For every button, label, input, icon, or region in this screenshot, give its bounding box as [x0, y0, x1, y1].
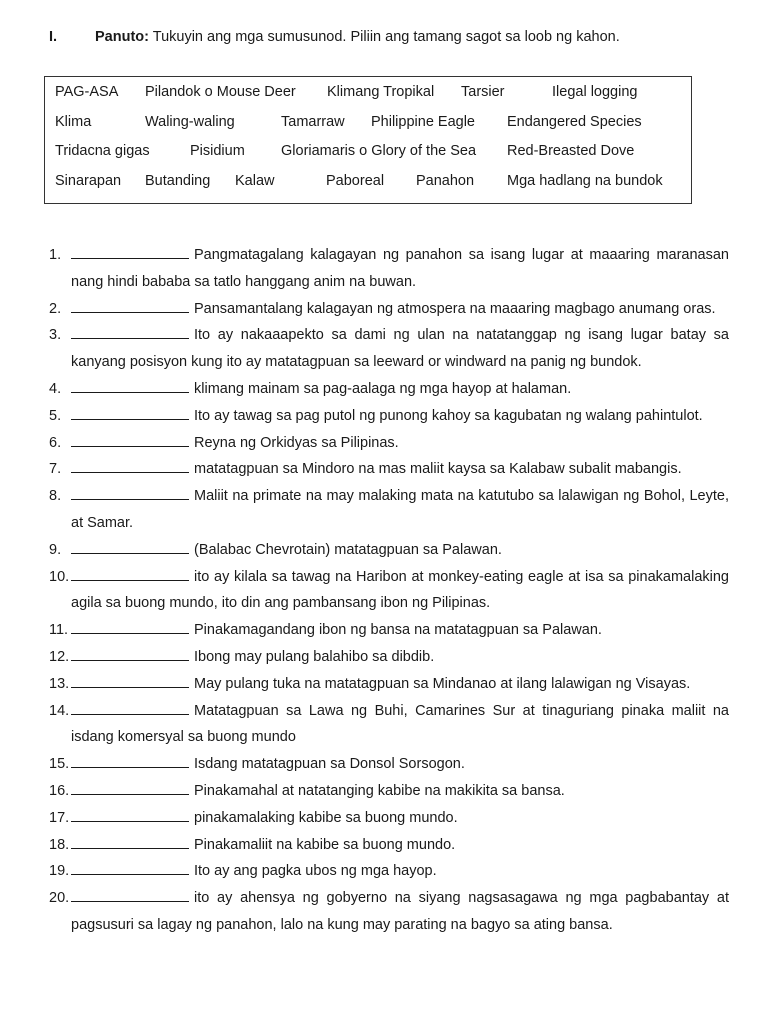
question-number: 13.: [49, 675, 70, 692]
answer-blank[interactable]: [71, 458, 189, 473]
question-item: [49, 751, 729, 778]
question-item: [49, 483, 729, 537]
word-bank-item: Ilegal logging: [552, 84, 638, 100]
instructions-label: Panuto:: [95, 29, 149, 45]
question-text: Ito ay nakaaapekto sa dami ng ulan na natatanggap ng isang lugar batay sa kanyang posisyon kung ito ay matatagpuan sa leeward or windward na panig ng bundok.: [71, 327, 729, 371]
word-bank-box: [44, 76, 692, 204]
answer-blank[interactable]: [71, 860, 189, 875]
question-text: May pulang tuka na matatagpuan sa Mindanao at ilang lalawigan ng Visayas.: [194, 675, 691, 692]
answer-blank[interactable]: [71, 646, 189, 661]
question-item: [49, 644, 729, 671]
answer-blank[interactable]: [71, 539, 189, 554]
question-number: 2.: [49, 300, 62, 317]
question-text: matatagpuan sa Mindoro na mas maliit kaysa sa Kalabaw subalit mabangis.: [194, 461, 682, 478]
question-number: 9.: [49, 541, 62, 558]
question-number: 17.: [49, 809, 70, 826]
answer-blank[interactable]: [71, 566, 189, 581]
word-bank-row: [45, 141, 691, 161]
word-bank-item: Tarsier: [461, 84, 505, 100]
question-text: ito ay kilala sa tawag na Haribon at monkey-eating eagle at isa sa pinakamalaking agila sa buong mundo, ito din ang pambansang ibon ng Pilipinas.: [71, 568, 729, 612]
question-text: ito ay ahensya ng gobyerno na siyang nagsasagawa ng mga pagbabantay at pagsusuri sa lagay ng panahon, lalo na kung may parating na bagyo sa ating bansa.: [71, 890, 729, 933]
question-item: [49, 456, 729, 483]
question-item: [49, 617, 729, 644]
question-number: 5.: [49, 407, 62, 424]
question-item: [49, 296, 729, 323]
question-text: Matatagpuan sa Lawa ng Buhi, Camarines Sur at tinaguriang pinaka maliit na isdang komersyal sa buong mundo: [71, 702, 729, 746]
word-bank-item: Sinarapan: [55, 173, 122, 189]
question-number: 7.: [49, 461, 62, 478]
question-number: 6.: [49, 434, 62, 451]
answer-blank[interactable]: [71, 619, 189, 634]
word-bank-item: Tamarraw: [281, 114, 345, 130]
question-item: [49, 805, 729, 832]
question-item: [49, 671, 729, 698]
word-bank-item: Klimang Tropikal: [327, 84, 435, 100]
question-text: pinakamalaking kabibe sa buong mundo.: [194, 809, 458, 826]
answer-blank[interactable]: [71, 807, 189, 822]
word-bank-item: Paboreal: [326, 173, 385, 189]
answer-blank[interactable]: [71, 298, 189, 313]
question-item: [49, 885, 729, 939]
word-bank-item: Waling-waling: [145, 114, 235, 130]
question-text: (Balabac Chevrotain) matatagpuan sa Palawan.: [194, 541, 502, 558]
question-item: [49, 698, 729, 752]
answer-blank[interactable]: [71, 700, 189, 715]
word-bank-row: [45, 82, 691, 102]
section-number: I.: [49, 29, 58, 45]
question-text: Isdang matatagpuan sa Donsol Sorsogon.: [194, 756, 465, 773]
question-text: Reyna ng Orkidyas sa Pilipinas.: [194, 434, 399, 451]
question-number: 3.: [49, 327, 62, 344]
answer-blank[interactable]: [71, 485, 189, 500]
instructions-heading: [49, 27, 620, 47]
question-item: [49, 430, 729, 457]
question-text: Maliit na primate na may malaking mata na katutubo sa lalawigan ng Bohol, Leyte, at Samar.: [71, 488, 729, 531]
question-number: 18.: [49, 836, 70, 853]
question-item: [49, 858, 729, 885]
answer-blank[interactable]: [71, 780, 189, 795]
word-bank-item: Mga hadlang na bundok: [507, 173, 663, 189]
question-item: [49, 832, 729, 859]
question-item: [49, 778, 729, 805]
answer-blank[interactable]: [71, 673, 189, 688]
question-number: 14.: [49, 702, 70, 719]
question-number: 11.: [49, 622, 69, 639]
question-number: 15.: [49, 756, 70, 773]
question-number: 4.: [49, 380, 62, 397]
word-bank-item: Kalaw: [235, 173, 275, 189]
question-text: Pinakamahal at natatanging kabibe na makikita sa bansa.: [194, 782, 565, 799]
question-text: Pinakamagandang ibon ng bansa na matatagpuan sa Palawan.: [194, 622, 602, 639]
question-text: klimang mainam sa pag-aalaga ng mga hayop at halaman.: [194, 380, 572, 397]
answer-blank[interactable]: [71, 432, 189, 447]
question-list: [49, 242, 729, 939]
answer-blank[interactable]: [71, 405, 189, 420]
word-bank-item: Tridacna gigas: [55, 143, 150, 159]
word-bank-item: Panahon: [416, 173, 475, 189]
question-text: Pinakamaliit na kabibe sa buong mundo.: [194, 836, 456, 853]
question-number: 8.: [49, 488, 62, 505]
question-number: 12.: [49, 648, 70, 665]
word-bank-item: Philippine Eagle: [371, 114, 475, 130]
answer-blank[interactable]: [71, 887, 189, 902]
question-text: Ibong may pulang balahibo sa dibdib.: [194, 648, 435, 665]
question-number: 19.: [49, 863, 70, 880]
question-number: 20.: [49, 890, 70, 907]
question-item: [49, 322, 729, 376]
answer-blank[interactable]: [71, 378, 189, 393]
question-item: [49, 376, 729, 403]
instructions-text: Tukuyin ang mga sumusunod. Piliin ang tamang sagot sa loob ng kahon.: [152, 29, 620, 45]
question-number: 10.: [49, 568, 70, 585]
question-item: [49, 403, 729, 430]
word-bank-item: Klima: [55, 114, 92, 130]
answer-blank[interactable]: [71, 834, 189, 849]
question-text: Ito ay tawag sa pag putol ng punong kahoy sa kagubatan ng walang pahintulot.: [194, 407, 703, 424]
question-text: Pansamantalang kalagayan ng atmospera na maaaring magbago anumang oras.: [194, 300, 716, 317]
question-item: [49, 242, 729, 296]
question-item: [49, 564, 729, 618]
question-number: 16.: [49, 782, 70, 799]
word-bank-item: Gloriamaris o Glory of the Sea: [281, 143, 477, 159]
answer-blank[interactable]: [71, 324, 189, 339]
question-item: [49, 537, 729, 564]
word-bank-item: Endangered Species: [507, 114, 642, 130]
question-text: Pangmatagalang kalagayan ng panahon sa isang lugar at maaaring maranasan nang hindi bababa sa tatlo hanggang anim na buwan.: [71, 247, 729, 290]
question-text: Ito ay ang pagka ubos ng mga hayop.: [194, 863, 437, 880]
word-bank-row: [45, 112, 691, 132]
answer-blank[interactable]: [71, 244, 189, 259]
word-bank-item: Pisidium: [190, 143, 245, 159]
answer-blank[interactable]: [71, 753, 189, 768]
word-bank-row: [45, 171, 691, 191]
word-bank-item: Pilandok o Mouse Deer: [145, 84, 296, 100]
word-bank-item: PAG-ASA: [55, 84, 119, 100]
question-number: 1.: [49, 247, 62, 263]
word-bank-item: Butanding: [145, 173, 211, 189]
word-bank-item: Red-Breasted Dove: [507, 143, 635, 159]
